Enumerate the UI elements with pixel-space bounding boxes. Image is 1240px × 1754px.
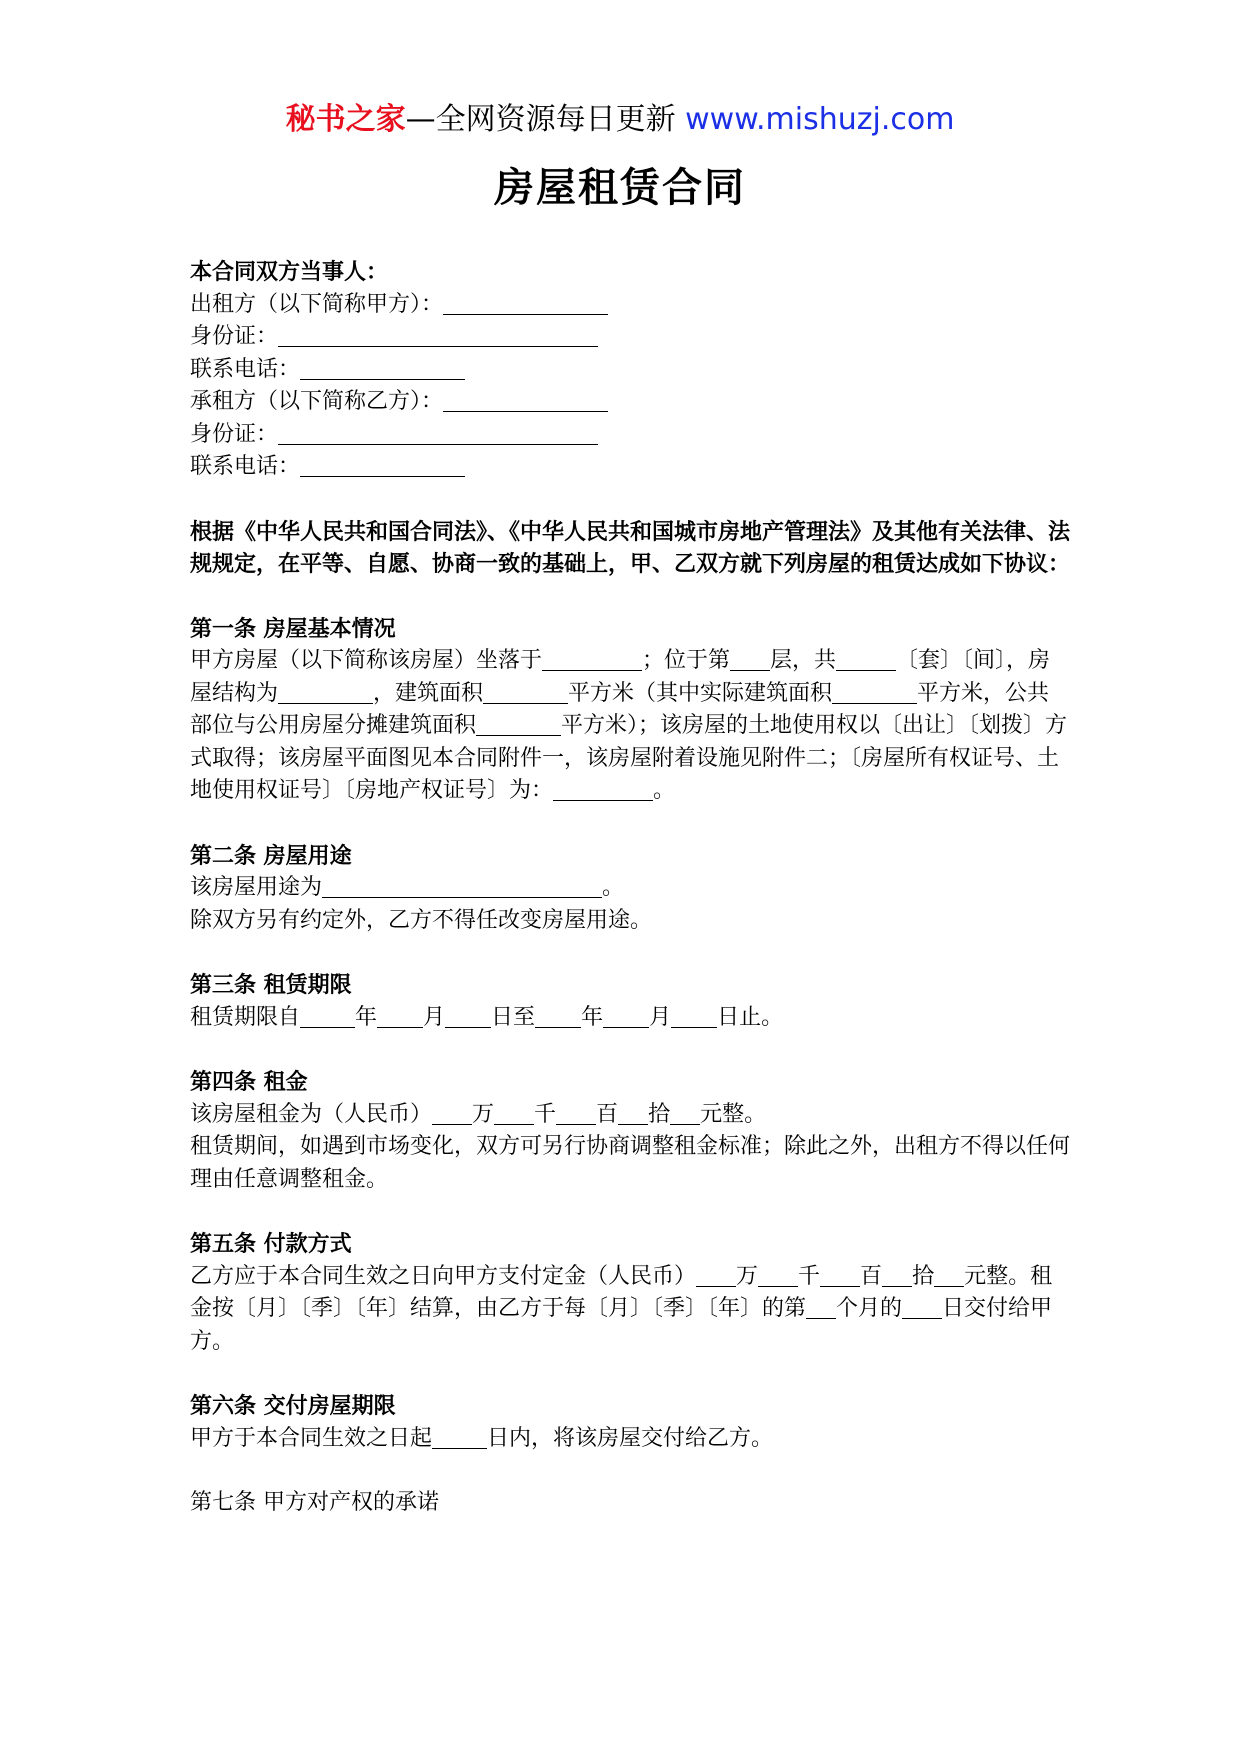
end-year-blank[interactable]: [535, 1005, 581, 1028]
start-year-blank[interactable]: [300, 1005, 355, 1028]
contract-body: [190, 256, 1070, 1520]
article-1-part: ，建筑面积: [373, 680, 484, 706]
article-5-part: 千: [798, 1263, 821, 1289]
article-6-heading: 第六条 交付房屋期限: [190, 1393, 396, 1419]
lessee-name-blank[interactable]: [443, 389, 608, 412]
deposit-bai-blank[interactable]: [820, 1264, 860, 1287]
rent-qian-blank[interactable]: [494, 1102, 534, 1125]
article-3-part: 年: [581, 1004, 604, 1030]
shared-area-blank[interactable]: [476, 713, 561, 736]
lessor-phone-label: 联系电话：: [190, 356, 301, 382]
article-2-heading: 第二条 房屋用途: [190, 842, 352, 869]
article-4-part: 百: [596, 1101, 619, 1127]
deposit-qian-blank[interactable]: [758, 1264, 798, 1287]
lessor-line: [190, 289, 1070, 322]
article-4-part: 元整。: [700, 1101, 767, 1127]
usage-blank[interactable]: [322, 875, 602, 898]
lessor-phone-blank[interactable]: [300, 357, 465, 380]
rent-bai-blank[interactable]: [556, 1102, 596, 1125]
site-url-link[interactable]: www.mishuzj.com: [685, 102, 955, 137]
preamble: 根据《中华人民共和国合同法》、《中华人民共和国城市房地产管理法》及其他有关法律、法规规定，在平等、自愿、协商一致的基础上，甲、乙双方就下列房屋的租赁达成如下协议：: [190, 518, 1071, 577]
article-5-text: [190, 1261, 1070, 1359]
lessor-id-label: 身份证：: [190, 324, 279, 349]
article-3-part: 租赁期限自: [190, 1004, 301, 1030]
lessor-label: 出租方（以下简称甲方）：: [190, 291, 444, 317]
article-1-part: 平方米（其中实际建筑面积: [568, 680, 833, 706]
article-1-text: [190, 645, 1070, 808]
end-month-blank[interactable]: [603, 1005, 649, 1028]
article-2-text: [190, 872, 1070, 905]
lessee-phone-label: 联系电话：: [190, 454, 301, 479]
article-5-part: 元整。租金按〔月〕〔季〕〔年〕结算，由乙方于每〔月〕〔季〕〔年〕的第: [190, 1263, 1053, 1321]
article-4-heading: 第四条 租金: [190, 1069, 308, 1095]
deposit-wan-blank[interactable]: [696, 1264, 736, 1287]
site-banner: [0, 100, 1240, 140]
article-3-part: 月: [423, 1004, 446, 1030]
start-day-blank[interactable]: [445, 1005, 491, 1028]
lessee-line: [190, 386, 1070, 419]
article-2-part: 该房屋用途为: [190, 875, 323, 900]
lessor-id-line: [190, 321, 1070, 354]
end-day-blank[interactable]: [671, 1005, 717, 1028]
certificate-number-blank[interactable]: [553, 778, 653, 801]
article-5-heading: 第五条 付款方式: [190, 1231, 352, 1257]
article-3-heading: 第三条 租赁期限: [190, 972, 352, 998]
handover-days-blank[interactable]: [432, 1426, 487, 1449]
parties-heading: 本合同双方当事人：: [190, 259, 389, 285]
article-5-part: 拾: [912, 1263, 935, 1289]
article-2-note: 除双方另有约定外，乙方不得任改变房屋用途。: [190, 907, 653, 933]
article-3-part: 日止。: [717, 1004, 784, 1030]
article-3-part: 日至: [491, 1004, 536, 1030]
article-4-part: 万: [472, 1101, 495, 1127]
site-slogan: —全网资源每日更新: [405, 102, 676, 137]
article-5-part: 百: [860, 1263, 883, 1289]
article-4-part: 该房屋租金为（人民币）: [190, 1101, 433, 1127]
article-6-part: 甲方于本合同生效之日起: [190, 1425, 433, 1451]
article-5-part: 个月的: [836, 1296, 903, 1321]
article-6-part: 日内，将该房屋交付给乙方。: [487, 1425, 774, 1451]
payment-period-blank[interactable]: [806, 1296, 836, 1319]
lessee-label: 承租方（以下简称乙方）：: [190, 389, 444, 414]
article-4-note: 租赁期间，如遇到市场变化，双方可另行协商调整租金标准；除此之外，出租方不得以任何理由任意调整租金。: [190, 1134, 1071, 1192]
lessor-phone-line: [190, 354, 1070, 387]
lessee-id-line: [190, 419, 1070, 452]
rent-shi-blank[interactable]: [618, 1102, 648, 1125]
lessor-name-blank[interactable]: [443, 292, 608, 315]
structure-blank[interactable]: [278, 681, 373, 704]
article-1-part: 平方米）；该房屋的土地使用权以〔出让〕〔划拨〕方式取得；该房屋平面图见本合同附件一，该房屋附着设施见附件二；〔房屋所有权证号、土地使用权证号〕〔房地产权证号〕为：: [190, 713, 1068, 803]
article-1-part: 〔套〕〔间〕，房屋结构为: [190, 648, 1051, 706]
article-5-part: 日交付给甲方。: [190, 1296, 1053, 1354]
lessee-id-label: 身份证：: [190, 421, 279, 447]
article-3-text: [190, 1002, 1070, 1035]
article-5-part: 万: [736, 1263, 759, 1289]
article-7-heading: 第七条 甲方对产权的承诺: [190, 1490, 439, 1515]
lessee-phone-blank[interactable]: [300, 454, 465, 477]
article-6-text: [190, 1423, 1070, 1456]
lessee-phone-line: [190, 451, 1070, 484]
article-4-part: 拾: [648, 1101, 671, 1127]
article-1-part: ；位于第: [642, 648, 731, 673]
floor-blank[interactable]: [730, 648, 770, 671]
rent-yuan-blank[interactable]: [670, 1102, 700, 1125]
article-2-part: 。: [602, 875, 625, 900]
article-1-part: 。: [653, 778, 676, 803]
actual-area-blank[interactable]: [832, 681, 917, 704]
article-1-part: 平方米，公共部位与公用房屋分摊建筑面积: [190, 680, 1050, 738]
site-brand: 秘书之家: [285, 102, 406, 137]
total-floors-blank[interactable]: [836, 648, 896, 671]
article-4-text: [190, 1099, 1070, 1132]
start-month-blank[interactable]: [377, 1005, 423, 1028]
article-1-heading: 第一条 房屋基本情况: [190, 615, 396, 642]
article-3-part: 月: [649, 1004, 672, 1030]
document-title: 房屋租赁合同: [494, 164, 746, 211]
article-3-part: 年: [355, 1004, 378, 1030]
lessee-id-blank[interactable]: [278, 422, 598, 445]
building-area-blank[interactable]: [483, 681, 568, 704]
article-1-part: 甲方房屋（以下简称该房屋）坐落于: [190, 648, 543, 673]
article-5-part: 乙方应于本合同生效之日向甲方支付定金（人民币）: [190, 1263, 697, 1289]
lessor-id-blank[interactable]: [278, 324, 598, 347]
deposit-yuan-blank[interactable]: [934, 1264, 964, 1287]
rent-wan-blank[interactable]: [432, 1102, 472, 1125]
payment-day-blank[interactable]: [902, 1296, 942, 1319]
article-1-part: 层，共: [770, 648, 837, 673]
location-blank[interactable]: [542, 648, 642, 671]
article-4-part: 千: [534, 1101, 557, 1127]
deposit-shi-blank[interactable]: [882, 1264, 912, 1287]
